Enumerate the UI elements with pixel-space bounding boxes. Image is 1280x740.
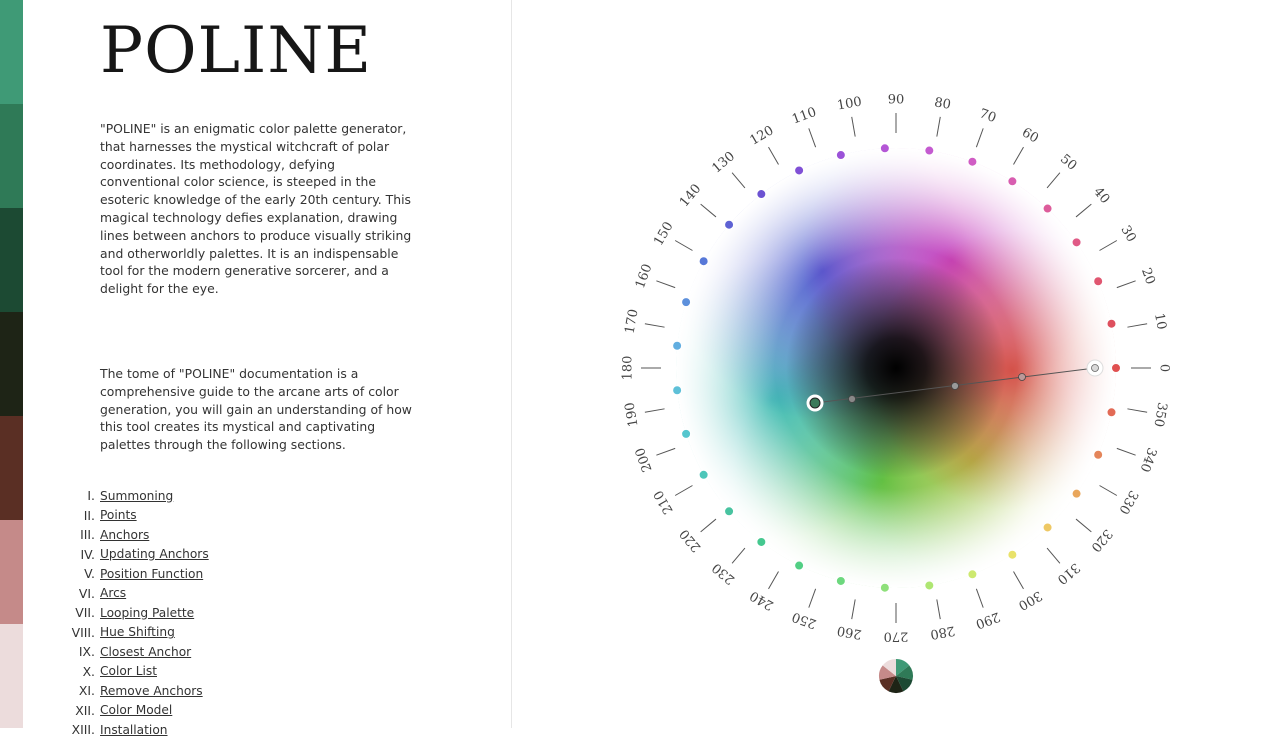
hue-label: 30 [1117,223,1139,245]
hue-label: 80 [933,95,952,113]
hue-label: 320 [1087,525,1116,555]
hue-tick [732,173,745,188]
hue-dot [757,190,766,199]
hue-label: 350 [1150,401,1170,429]
toc-numeral: II. [83,507,95,523]
toc-numeral: X. [82,663,95,679]
hue-dot [925,581,934,590]
toc-numeral: XI. [78,683,95,699]
hue-tick [852,599,855,619]
hue-label: 250 [790,608,819,632]
hue-label: 180 [620,355,636,381]
toc-numeral: VIII. [71,624,95,640]
hue-tick [656,281,675,288]
hue-dot [880,583,889,592]
hue-tick [937,117,940,137]
hue-label: 220 [676,525,705,555]
hue-tick [656,448,675,455]
hue-tick [1127,409,1147,412]
hue-tick [1100,486,1117,496]
hue-label: 160 [632,262,656,291]
anchor-handle-core [1092,365,1099,372]
hue-tick [1047,173,1060,188]
hue-tick [701,204,716,217]
toc-link[interactable]: Summoning [100,488,174,503]
documentation-panel [23,0,511,738]
hue-dot [1094,450,1103,459]
hue-dot [1043,523,1052,532]
palette-swatch [0,624,23,728]
toc-link[interactable]: Anchors [100,527,150,542]
palette-point [1019,374,1026,381]
anchor-handle-core [810,398,820,408]
palette-pie-chart [879,659,913,693]
hue-dot [1112,364,1121,373]
toc-link[interactable]: Closest Anchor [100,644,192,659]
toc-numeral: VII. [75,605,95,621]
color-disc[interactable] [676,148,1116,588]
hue-dot [699,470,708,479]
hue-label: 310 [1053,559,1083,588]
hue-label: 120 [747,123,777,149]
hue-tick [1076,519,1091,532]
hue-label: 330 [1115,487,1141,517]
hue-dot [1107,319,1116,328]
app-title: POLINE [100,14,373,88]
hue-dot [1043,204,1052,213]
hue-tick [1127,324,1147,327]
hue-tick [976,128,983,147]
hue-label: 260 [835,622,863,642]
docs-intro-paragraph: The tome of "POLINE" documentation is a comprehensive guide to the arcane arts of color generation, you will gain an understanding of how this tool creates its mystical and captivating palettes through the following sections. [100,366,412,453]
table-of-contents [23,486,209,740]
hue-label: 170 [622,307,642,335]
hue-dot [682,429,691,438]
hue-dot [682,298,691,307]
toc-numeral: I. [87,488,95,504]
hue-label: 190 [622,401,642,429]
hue-label: 40 [1090,184,1113,207]
hue-tick [809,589,816,608]
hue-dot [673,341,682,350]
hue-tick [1100,241,1117,251]
hue-label: 100 [835,94,863,114]
toc-item [23,603,209,623]
color-wheel-svg[interactable] [512,0,1280,728]
hue-tick [769,572,779,589]
hue-label: 130 [709,148,739,177]
hue-label: 200 [632,445,656,474]
hue-dot [1072,489,1081,498]
hue-tick [1014,572,1024,589]
hue-dot [836,576,845,585]
palette-swatch [0,312,23,416]
hue-tick [1047,548,1060,563]
palette-point [849,396,856,403]
hue-label: 70 [977,106,999,127]
palette-swatch [0,416,23,520]
toc-item [23,701,209,721]
hue-dot [836,151,845,160]
toc-link[interactable]: Arcs [100,586,127,601]
hue-label: 240 [747,587,777,613]
hue-tick [645,324,665,327]
hue-tick [701,519,716,532]
hue-tick [852,117,855,137]
hue-dot [1072,238,1081,247]
hue-dot [1008,550,1017,559]
hue-dot [968,570,977,579]
hue-label: 280 [929,622,957,642]
hue-label: 60 [1019,125,1041,147]
hue-tick [732,548,745,563]
hue-label: 230 [709,559,739,588]
toc-numeral: VI. [78,585,95,601]
hue-label: 0 [1156,363,1172,373]
hue-dot [1107,408,1116,417]
hue-dot [925,146,934,155]
toc-item [23,642,209,662]
hue-tick [1014,147,1024,164]
hue-dot [795,561,804,570]
hue-label: 290 [973,608,1002,632]
hue-label: 90 [887,92,905,108]
toc-item [23,720,209,740]
toc-numeral: IX. [78,644,95,660]
toc-link[interactable]: Updating Anchors [100,547,209,562]
toc-numeral: V. [84,566,95,582]
hue-tick [1117,281,1136,288]
hue-dot [880,144,889,153]
hue-label: 20 [1137,265,1158,287]
hue-label: 210 [651,487,677,517]
hue-label: 270 [883,628,909,644]
toc-item [23,545,209,565]
hue-dot [968,157,977,166]
palette-point [952,383,959,390]
hue-label: 50 [1057,151,1080,174]
hue-label: 110 [790,104,819,128]
palette-swatch [0,104,23,208]
toc-numeral: III. [80,527,95,543]
palette-swatch [0,0,23,104]
toc-numeral: XIII. [71,722,95,738]
toc-link[interactable]: Position Function [100,566,204,581]
hue-tick [937,599,940,619]
palette-swatch [0,208,23,312]
hue-dot [725,220,734,229]
hue-tick [645,409,665,412]
hue-tick [675,486,692,496]
hue-dot [757,537,766,546]
palette-swatch-strip [0,0,23,728]
hue-tick [809,128,816,147]
toc-item [23,584,209,604]
hue-label: 10 [1151,312,1169,331]
hue-tick [769,147,779,164]
toc-link[interactable]: Looping Palette [100,605,195,620]
toc-link[interactable]: Color List [100,664,157,679]
hue-dot [725,507,734,516]
toc-numeral: IV. [80,546,95,562]
hue-tick [1117,448,1136,455]
toc-item [23,486,209,506]
toc-item [23,623,209,643]
toc-link[interactable]: Hue Shifting [100,625,175,640]
toc-link[interactable]: Color Model [100,703,173,718]
toc-numeral: XII. [75,702,95,718]
palette-swatch [0,520,23,624]
toc-item [23,662,209,682]
intro-paragraph: "POLINE" is an enigmatic color palette generator, that harnesses the mystical witchcraft of polar coordinates. Its methodology, defying conventional color science, is steeped in the esoteric knowledge of the early 20th century. This magical technology defies explanation, drawing lines between anchors to produce visually striking and otherworldly palettes. It is an indispensable tool for the modern generative sorcerer, and a delight for the eye. [100,121,412,297]
hue-dot [673,386,682,395]
hue-dot [1094,277,1103,286]
toc-link[interactable]: Installation [100,722,168,737]
hue-label: 140 [676,181,705,211]
toc-item [23,506,209,526]
hue-tick [976,589,983,608]
hue-dot [795,166,804,175]
hue-tick [1076,204,1091,217]
toc-link[interactable]: Points [100,508,137,523]
hue-tick [675,241,692,251]
hue-label: 150 [651,219,677,249]
hue-label: 340 [1136,445,1160,474]
hue-dot [1008,177,1017,186]
hue-label: 300 [1015,587,1045,613]
color-wheel-panel [512,0,1280,728]
toc-item [23,525,209,545]
hue-dot [699,257,708,266]
toc-item [23,681,209,701]
toc-item [23,564,209,584]
toc-link[interactable]: Remove Anchors [100,683,203,698]
